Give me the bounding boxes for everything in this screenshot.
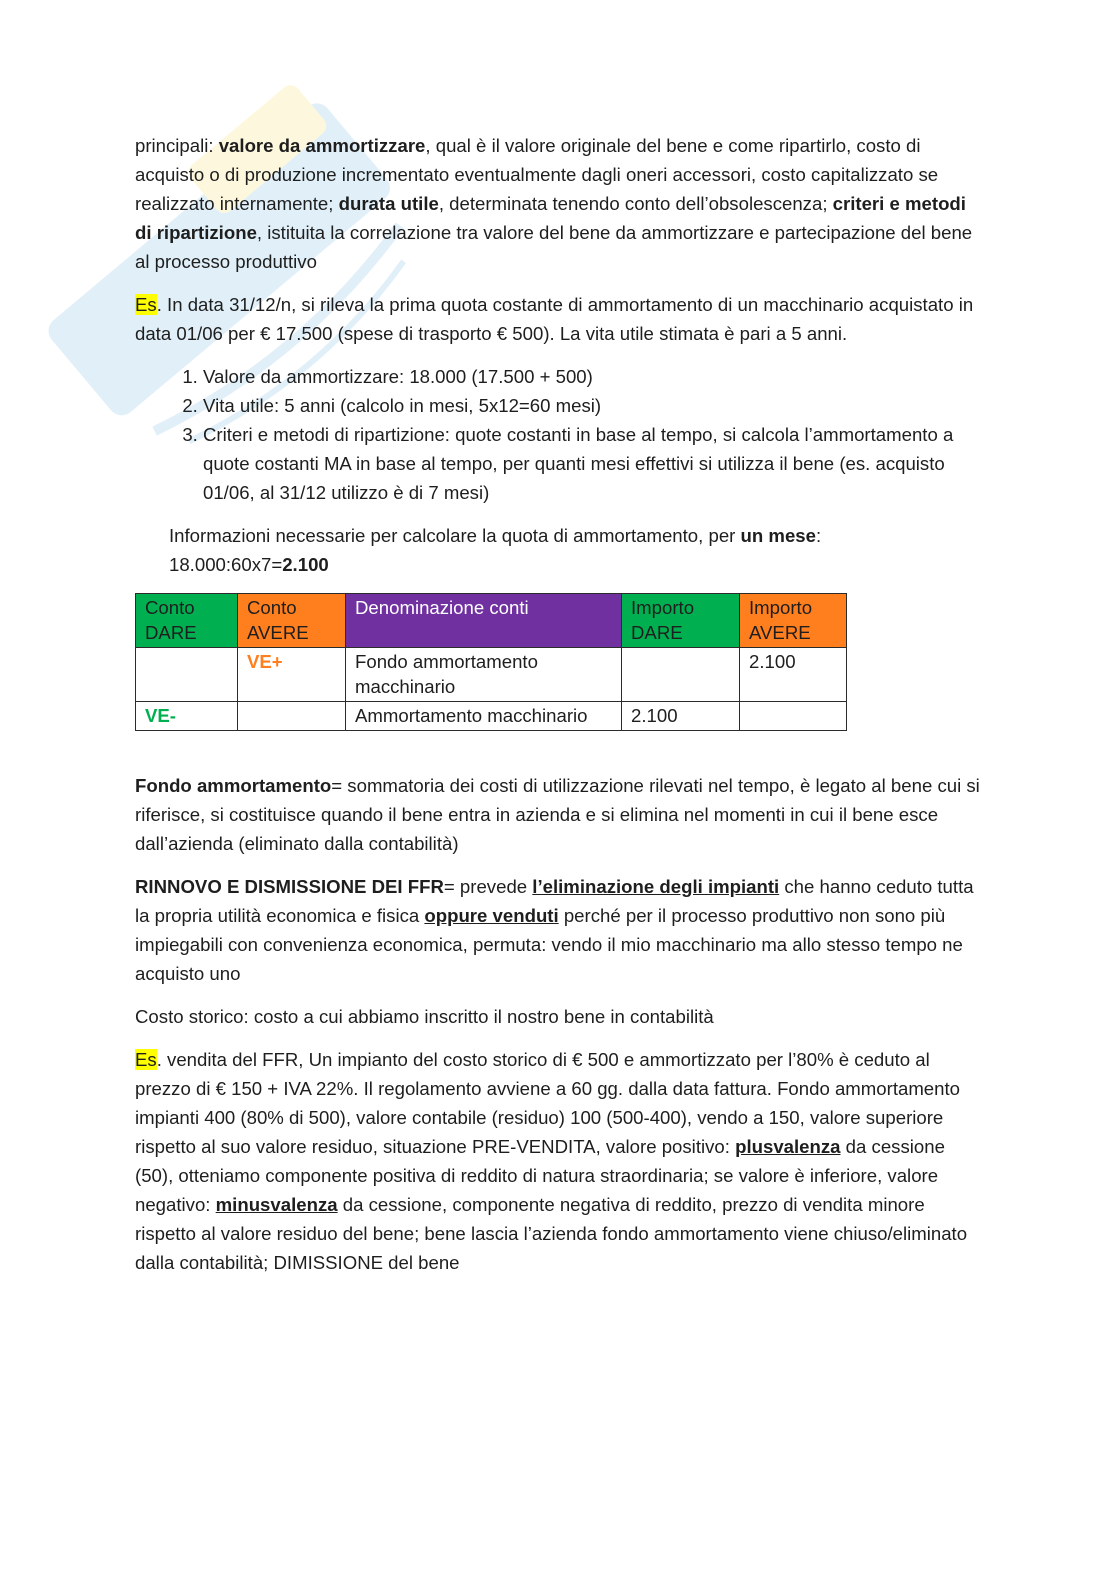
paragraph-example-2: Es. vendita del FFR, Un impianto del costo storico di € 500 e ammortizzato per l’80% è ceduto al prezzo di € 150 + IVA 22%. Il regolamento avviene a 60 gg. dalla data fattura. Fondo ammortamento impianti 400 (80% di 500), valore contabile (residuo) 100 (500-400), vendo a 150, valore superiore rispetto al suo valore residuo, situazione PRE-VENDITA, valore positivo: plusvalenza da cessione (50), otteniamo componente positiva di reddito di natura straordinaria; se valore è inferiore, valore negativo: minusvalenza da cessione, componente negativa di reddito, prezzo di vendita minore rispetto al valore residuo del bene; bene lascia l’azienda fondo ammortamento viene chiuso/eliminato dalla contabilità; DIMISSIONE del bene bbox=[135, 1049, 968, 1273]
table-cell: Ammortamento macchinario bbox=[346, 702, 622, 731]
spacer bbox=[135, 731, 985, 771]
term-plusvalenza: plusvalenza bbox=[735, 1136, 841, 1157]
term-un-mese: un mese bbox=[740, 525, 816, 546]
header-importo-dare: Importo DARE bbox=[622, 594, 740, 648]
table-cell: 2.100 bbox=[740, 648, 847, 702]
header-importo-avere: Importo AVERE bbox=[740, 594, 847, 648]
paragraph-fondo: Fondo ammortamento= sommatoria dei costi di utilizzazione rilevati nel tempo, è legato al bene cui si riferisce, si costituisce quando il bene entra in azienda e si elimina nel momenti in cui il bene esce dall’azienda (eliminato dalla contabilità) bbox=[135, 775, 980, 854]
term-eliminazione: l’eliminazione degli impianti bbox=[532, 876, 780, 897]
term-fondo-ammortamento: Fondo ammortamento bbox=[135, 775, 332, 796]
highlight-es-2: Es bbox=[135, 1049, 157, 1070]
table-cell bbox=[622, 648, 740, 702]
paragraph-rinnovo: RINNOVO E DISMISSIONE DEI FFR= prevede l’eliminazione degli impianti che hanno ceduto tutta la propria utilità economica e fisica oppure venduti perché per il processo produttivo non sono più impiegabili con convenienza economica, permuta: vendo il mio macchinario ma allo stesso tempo ne acquisto uno bbox=[135, 876, 974, 984]
journal-entry-table bbox=[135, 593, 847, 731]
term-durata-utile: durata utile bbox=[338, 193, 439, 214]
paragraph-info: Informazioni necessarie per calcolare la quota di ammortamento, per un mese: 18.000:60x7=2.100 bbox=[169, 525, 822, 575]
term-valore-da-ammortizzare: valore da ammortizzare bbox=[218, 135, 426, 156]
term-minusvalenza: minusvalenza bbox=[215, 1194, 338, 1215]
paragraph-costo-storico: Costo storico: costo a cui abbiamo inscritto il nostro bene in contabilità bbox=[135, 1006, 714, 1027]
paragraph-principali: principali: valore da ammortizzare, qual è il valore originale del bene e come ripartirlo, costo di acquisto o di produzione incrementato eventualmente dagli oneri accessori, costo capitalizzato se realizzato internamente; durata utile, determinata tenendo conto dell’obsolescenza; criteri e metodi di ripartizione, istituita la correlazione tra valore del bene da ammortizzare e partecipazione del bene al processo produttivo bbox=[135, 135, 973, 272]
term-criteri-e-metodi: criteri e metodi di ripartizione bbox=[135, 193, 966, 243]
list-item: 2. Vita utile: 5 anni (calcolo in mesi, 5x12=60 mesi) bbox=[203, 391, 985, 420]
header-conto-avere: Conto AVERE bbox=[238, 594, 346, 648]
term-oppure-venduti: oppure venduti bbox=[424, 905, 559, 926]
table-cell bbox=[740, 702, 847, 731]
table-cell bbox=[136, 648, 238, 702]
table-row bbox=[136, 702, 847, 731]
indented-block bbox=[135, 521, 985, 579]
paragraph-example-1: Es. In data 31/12/n, si rileva la prima quota costante di ammortamento di un macchinario acquistato in data 01/06 per € 17.500 (spese di trasporto € 500). La vita utile stimata è pari a 5 anni. bbox=[135, 294, 974, 344]
list-item: 3. Criteri e metodi di ripartizione: quote costanti in base al tempo, si calcola l’ammortamento a quote costanti MA in base al tempo, per quanti mesi effettivi si utilizza il bene (es. acquisto 01/06, al 31/12 utilizzo è di 7 mesi) bbox=[203, 420, 985, 507]
steps-list bbox=[135, 362, 985, 507]
highlight-es-1: Es bbox=[135, 294, 157, 315]
document-body bbox=[135, 131, 985, 1291]
table-header-row bbox=[136, 594, 847, 648]
table-cell: 2.100 bbox=[622, 702, 740, 731]
list-item: 1. Valore da ammortizzare: 18.000 (17.500 + 500) bbox=[203, 362, 985, 391]
table-cell: Fondo ammortamento macchinario bbox=[346, 648, 622, 702]
table-cell-ve-minus: VE- bbox=[136, 702, 238, 731]
header-conto-dare: Conto DARE bbox=[136, 594, 238, 648]
table-row bbox=[136, 648, 847, 702]
table-cell-ve-plus: VE+ bbox=[238, 648, 346, 702]
table-cell bbox=[238, 702, 346, 731]
result-value: 2.100 bbox=[282, 554, 329, 575]
header-denominazione: Denominazione conti bbox=[346, 594, 622, 648]
heading-rinnovo: RINNOVO E DISMISSIONE DEI FFR bbox=[135, 876, 444, 897]
